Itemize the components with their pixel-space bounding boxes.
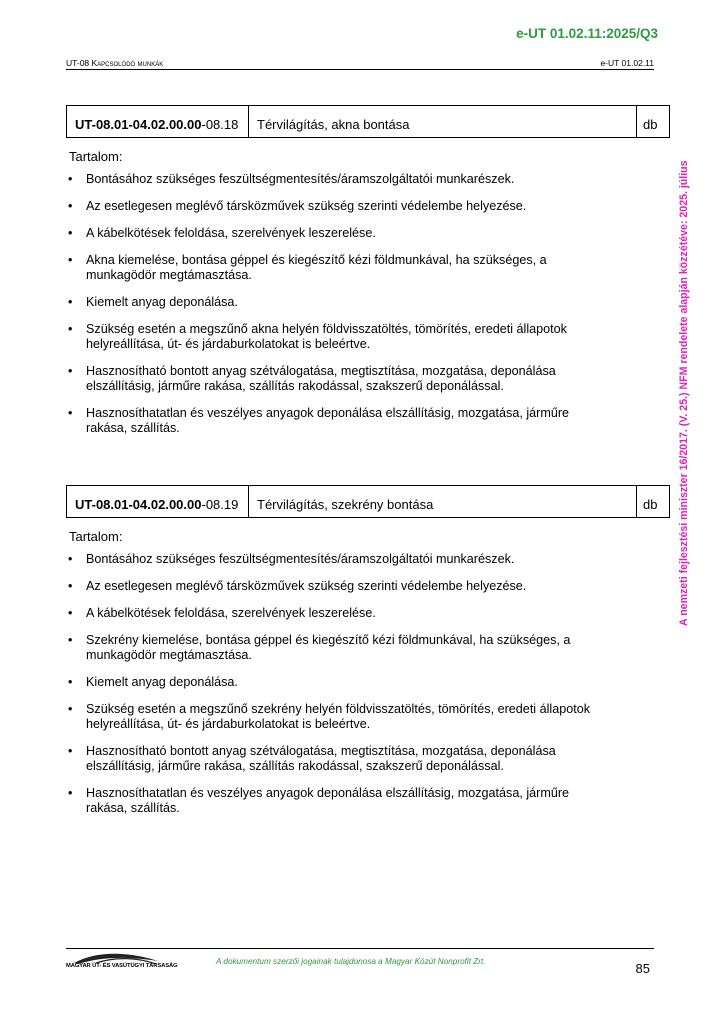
item-unit: db bbox=[643, 117, 658, 132]
logo-text: MAGYAR ÚT- ÉS VASÚTÜGYI TÁRSASÁG bbox=[66, 963, 178, 969]
item-unit: db bbox=[643, 497, 658, 512]
running-header bbox=[66, 58, 654, 70]
item-code-suffix: -08.18 bbox=[201, 117, 239, 132]
copyright-notice: A dokumentum szerzői jogainak tulajdonosa a Magyar Közút Nonprofit Zrt. bbox=[216, 957, 486, 966]
page-number: 85 bbox=[635, 961, 650, 976]
item-section-2 bbox=[66, 485, 670, 828]
item-code-main: UT-08.01-04.02.00.00 bbox=[75, 117, 202, 132]
item-code bbox=[67, 486, 249, 517]
list-item: • A kábelkötések feloldása, szerelvények leszerelése. bbox=[66, 226, 670, 241]
list-item: • Bontásához szükséges feszültségmentesítés/áramszolgáltatói munkarészek. bbox=[66, 172, 670, 187]
list-item: • Az esetlegesen meglévő társközművek szükség szerinti védelembe helyezése. bbox=[66, 579, 670, 594]
list-item: • Hasznosítható bontott anyag szétválogatása, megtisztítása, mozgatása, deponálása elszállításig, járműre rakása, szállítás rakodással, szakszerű deponálással. bbox=[66, 744, 606, 774]
list-item: • Hasznosíthatatlan és veszélyes anyagok deponálása elszállításig, mozgatása, járműre rakása, szállítás. bbox=[66, 406, 576, 436]
list-item: • Kiemelt anyag deponálása. bbox=[66, 675, 670, 690]
item-title: Térvilágítás, szekrény bontása bbox=[249, 486, 637, 517]
list-item: • Kiemelt anyag deponálása. bbox=[66, 295, 670, 310]
list-item: • Bontásához szükséges feszültségmentesítés/áramszolgáltatói munkarészek. bbox=[66, 552, 670, 567]
list-item: • Szükség esetén a megszűnő szekrény helyén földvisszatöltés, tömörítés, eredeti állapotok helyreállítása, út- és járdaburkolatokat is beleértve. bbox=[66, 702, 646, 732]
running-header-right: e-UT 01.02.11 bbox=[600, 58, 654, 68]
list-item: • Az esetlegesen meglévő társközművek szükség szerinti védelembe helyezése. bbox=[66, 199, 670, 214]
item-section-1 bbox=[66, 105, 670, 448]
content-list bbox=[66, 552, 670, 816]
document-code: e-UT 01.02.11:2025/Q3 bbox=[516, 26, 658, 41]
item-title: Térvilágítás, akna bontása bbox=[249, 106, 637, 137]
list-item: • Szükség esetén a megszűnő akna helyén földvisszatöltés, tömörítés, eredeti állapotok helyreállítása, út- és járdaburkolatokat is beleértve. bbox=[66, 322, 631, 352]
item-header-table bbox=[66, 105, 670, 138]
list-item: • Hasznosítható bontott anyag szétválogatása, megtisztítása, mozgatása, deponálása elszállításig, járműre rakása, szállítás rakodással, szakszerű deponálással. bbox=[66, 364, 606, 394]
item-code-main: UT-08.01-04.02.00.00 bbox=[75, 497, 202, 512]
content-list bbox=[66, 172, 670, 436]
item-header-table bbox=[66, 485, 670, 518]
list-item: • A kábelkötések feloldása, szerelvények leszerelése. bbox=[66, 606, 670, 621]
list-item: • Hasznosíthatatlan és veszélyes anyagok deponálása elszállításig, mozgatása, járműre rakása, szállítás. bbox=[66, 786, 576, 816]
list-item: • Akna kiemelése, bontása géppel és kiegészítő kézi földmunkával, ha szükséges, a munkagödör megtámasztása. bbox=[66, 253, 586, 283]
item-code-suffix: -08.19 bbox=[201, 497, 239, 512]
item-code bbox=[67, 106, 249, 137]
publication-side-note: A nemzeti fejlesztési miniszter 16/2017. (V. 25.) NFM rendelete alapján közzétéve: 2025. július bbox=[678, 160, 690, 626]
content-label: Tartalom: bbox=[69, 529, 123, 544]
running-header-left: UT-08 Kapcsolódó munkák bbox=[66, 58, 164, 68]
list-item: • Szekrény kiemelése, bontása géppel és kiegészítő kézi földmunkával, ha szükséges, a munkagödör megtámasztása. bbox=[66, 633, 606, 663]
content-label: Tartalom: bbox=[69, 149, 123, 164]
page-footer bbox=[66, 948, 654, 976]
